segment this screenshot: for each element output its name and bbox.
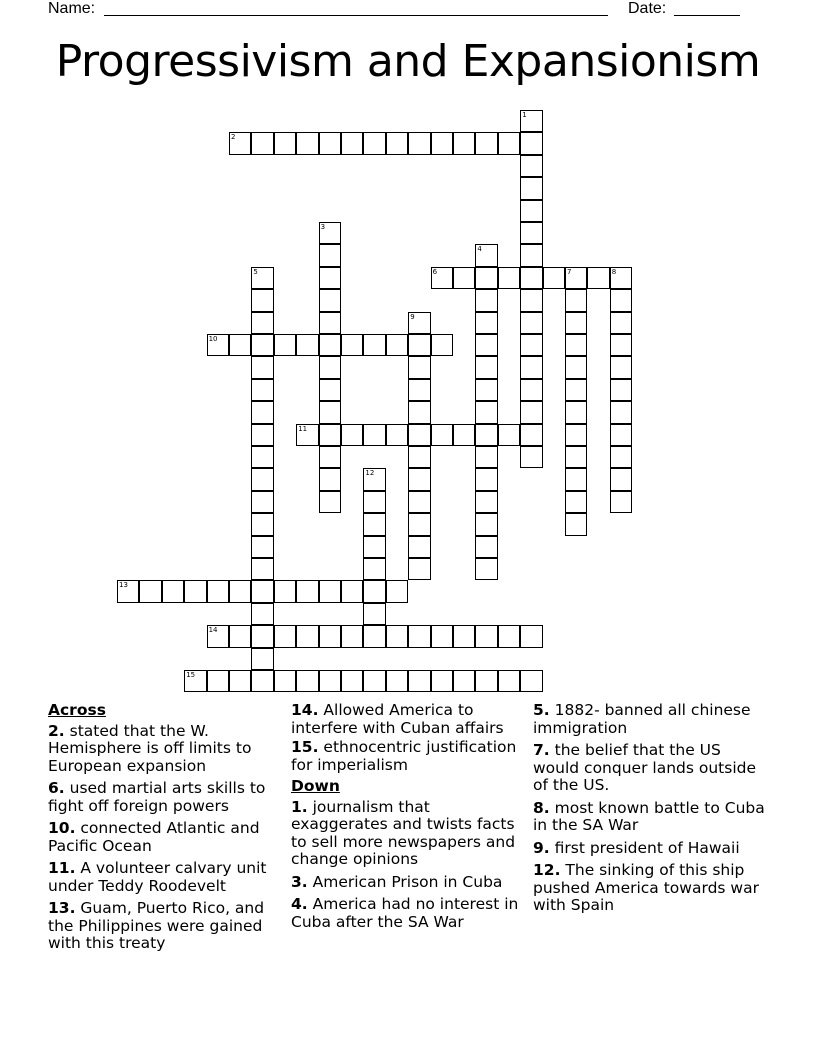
down-heading: Down bbox=[291, 777, 340, 795]
grid-cell[interactable] bbox=[408, 491, 430, 513]
grid-cell[interactable] bbox=[251, 603, 273, 625]
clue-down-8 bbox=[533, 800, 769, 835]
grid-cell[interactable] bbox=[520, 155, 542, 177]
grid-cell[interactable] bbox=[520, 670, 542, 692]
grid-cell[interactable] bbox=[363, 625, 385, 647]
grid-cell[interactable] bbox=[363, 670, 385, 692]
grid-cell[interactable] bbox=[229, 334, 251, 356]
grid-cell[interactable] bbox=[229, 670, 251, 692]
grid-cell[interactable] bbox=[475, 558, 497, 580]
grid-cell[interactable] bbox=[251, 625, 273, 647]
grid-cell[interactable] bbox=[408, 513, 430, 535]
grid-cell[interactable] bbox=[251, 491, 273, 513]
grid-cell[interactable] bbox=[319, 267, 341, 289]
date-label: Date: bbox=[628, 0, 667, 17]
grid-cell[interactable] bbox=[565, 379, 587, 401]
grid-cell[interactable] bbox=[251, 356, 273, 378]
grid-cell[interactable] bbox=[251, 312, 273, 334]
grid-cell[interactable] bbox=[251, 513, 273, 535]
grid-cell[interactable] bbox=[229, 625, 251, 647]
grid-cell[interactable] bbox=[274, 334, 296, 356]
grid-cell[interactable] bbox=[520, 267, 542, 289]
grid-cell[interactable] bbox=[565, 468, 587, 490]
clue-text: ethnocentric justification for imperialism bbox=[291, 738, 517, 774]
grid-cell[interactable] bbox=[408, 312, 430, 334]
clue-number: 9. bbox=[533, 838, 550, 857]
grid-cell[interactable] bbox=[319, 491, 341, 513]
grid-cell[interactable] bbox=[475, 424, 497, 446]
grid-cell[interactable] bbox=[475, 244, 497, 266]
grid-cell[interactable] bbox=[251, 648, 273, 670]
grid-cell[interactable] bbox=[565, 356, 587, 378]
clue-text: 1882- banned all chinese immigration bbox=[533, 701, 751, 737]
grid-cell[interactable] bbox=[251, 379, 273, 401]
grid-cell[interactable] bbox=[408, 401, 430, 423]
grid-cell[interactable] bbox=[610, 491, 632, 513]
clue-across-11 bbox=[48, 860, 274, 895]
grid-cell[interactable] bbox=[319, 379, 341, 401]
clue-number-label: 1 bbox=[522, 111, 527, 119]
grid-cell[interactable] bbox=[610, 446, 632, 468]
grid-cell[interactable] bbox=[610, 379, 632, 401]
grid-cell[interactable] bbox=[475, 468, 497, 490]
grid-cell[interactable] bbox=[274, 625, 296, 647]
grid-cell[interactable] bbox=[475, 513, 497, 535]
grid-cell[interactable] bbox=[475, 312, 497, 334]
grid-cell[interactable] bbox=[610, 289, 632, 311]
clue-number: 5. bbox=[533, 701, 550, 719]
grid-cell[interactable] bbox=[408, 424, 430, 446]
clue-number: 1. bbox=[291, 797, 308, 816]
grid-cell[interactable] bbox=[319, 625, 341, 647]
grid-cell[interactable] bbox=[475, 289, 497, 311]
grid-cell[interactable] bbox=[520, 222, 542, 244]
grid-cell[interactable] bbox=[565, 289, 587, 311]
grid-cell[interactable] bbox=[363, 558, 385, 580]
grid-cell[interactable] bbox=[431, 132, 453, 154]
clue-down-12 bbox=[533, 862, 769, 915]
grid-cell[interactable] bbox=[251, 670, 273, 692]
clue-across-10 bbox=[48, 820, 274, 855]
grid-cell[interactable] bbox=[363, 334, 385, 356]
clue-across-14 bbox=[291, 702, 523, 737]
grid-cell[interactable] bbox=[251, 580, 273, 602]
grid-cell[interactable] bbox=[207, 334, 229, 356]
grid-cell[interactable] bbox=[408, 670, 430, 692]
grid-cell[interactable] bbox=[475, 670, 497, 692]
grid-cell[interactable] bbox=[408, 468, 430, 490]
clue-text: America had no interest in Cuba after the SA War bbox=[291, 895, 519, 931]
clue-text: Allowed America to interfere with Cuban affairs bbox=[291, 701, 504, 737]
clue-number: 7. bbox=[533, 741, 550, 759]
clue-number-label: 9 bbox=[410, 312, 415, 321]
grid-cell[interactable] bbox=[251, 401, 273, 423]
clue-number-label: 4 bbox=[477, 245, 482, 254]
grid-cell[interactable] bbox=[296, 625, 318, 647]
clue-number-label: 7 bbox=[567, 267, 572, 276]
grid-cell[interactable] bbox=[610, 424, 632, 446]
clue-across-2 bbox=[48, 723, 274, 776]
clue-text: A volunteer calvary unit under Teddy Roodevelt bbox=[48, 859, 267, 895]
clue-text: stated that the W. Hemisphere is off limits to European expansion bbox=[48, 721, 252, 775]
clue-number: 8. bbox=[533, 798, 550, 817]
grid-cell[interactable] bbox=[453, 670, 475, 692]
grid-cell[interactable] bbox=[386, 580, 408, 602]
grid-cell[interactable] bbox=[296, 334, 318, 356]
name-label: Name: bbox=[48, 0, 96, 17]
clues-column-1 bbox=[48, 702, 274, 958]
grid-cell[interactable] bbox=[251, 424, 273, 446]
grid-cell[interactable] bbox=[408, 536, 430, 558]
grid-cell[interactable] bbox=[319, 289, 341, 311]
grid-cell[interactable] bbox=[363, 513, 385, 535]
grid-cell[interactable] bbox=[520, 424, 542, 446]
grid-cell[interactable] bbox=[520, 244, 542, 266]
grid-cell[interactable] bbox=[475, 267, 497, 289]
grid-cell[interactable] bbox=[475, 491, 497, 513]
grid-cell[interactable] bbox=[296, 670, 318, 692]
grid-cell[interactable] bbox=[565, 267, 587, 289]
clue-number-label: 15 bbox=[186, 671, 196, 679]
clue-number-label: 13 bbox=[119, 581, 128, 590]
clue-down-5 bbox=[533, 702, 769, 737]
clue-text: journalism that exaggerates and twists facts to sell more newspapers and change opinions bbox=[291, 797, 516, 868]
grid-cell[interactable] bbox=[319, 334, 341, 356]
grid-cell[interactable] bbox=[431, 424, 453, 446]
grid-cell[interactable] bbox=[319, 468, 341, 490]
grid-cell[interactable] bbox=[520, 446, 542, 468]
grid-cell[interactable] bbox=[520, 401, 542, 423]
grid-cell[interactable] bbox=[251, 536, 273, 558]
grid-cell[interactable] bbox=[475, 356, 497, 378]
clue-text: most known battle to Cuba in the SA War bbox=[533, 798, 765, 834]
grid-cell[interactable] bbox=[341, 334, 363, 356]
grid-cell[interactable] bbox=[520, 177, 542, 199]
clue-number-label: 5 bbox=[253, 267, 258, 276]
grid-cell[interactable] bbox=[184, 670, 206, 692]
grid-cell[interactable] bbox=[475, 625, 497, 647]
grid-cell[interactable] bbox=[431, 670, 453, 692]
grid-cell[interactable] bbox=[251, 334, 273, 356]
grid-cell[interactable] bbox=[319, 446, 341, 468]
grid-cell[interactable] bbox=[341, 424, 363, 446]
grid-cell[interactable] bbox=[498, 424, 520, 446]
grid-cell[interactable] bbox=[207, 625, 229, 647]
grid-cell[interactable] bbox=[296, 580, 318, 602]
grid-cell[interactable] bbox=[453, 267, 475, 289]
grid-cell[interactable] bbox=[386, 132, 408, 154]
clue-number-label: 8 bbox=[611, 267, 617, 276]
grid-cell[interactable] bbox=[319, 244, 341, 266]
page-title: Progressivism and Expansionism bbox=[55, 36, 761, 87]
clue-text: first president of Hawaii bbox=[554, 838, 740, 857]
grid-cell[interactable] bbox=[341, 580, 363, 602]
clue-number: 14. bbox=[291, 701, 319, 719]
grid-cell[interactable] bbox=[319, 132, 341, 154]
grid-cell[interactable] bbox=[475, 446, 497, 468]
grid-cell[interactable] bbox=[162, 580, 184, 602]
clue-number-label: 3 bbox=[320, 223, 326, 231]
grid-cell[interactable] bbox=[341, 132, 363, 154]
grid-cell[interactable] bbox=[587, 267, 609, 289]
grid-cell[interactable] bbox=[610, 312, 632, 334]
grid-cell[interactable] bbox=[475, 334, 497, 356]
grid-cell[interactable] bbox=[274, 580, 296, 602]
grid-cell[interactable] bbox=[274, 132, 296, 154]
grid-cell[interactable] bbox=[431, 334, 453, 356]
grid-cell[interactable] bbox=[207, 670, 229, 692]
grid-cell[interactable] bbox=[565, 424, 587, 446]
grid-cell[interactable] bbox=[565, 513, 587, 535]
clue-text: used martial arts skills to fight off foreign powers bbox=[48, 779, 266, 815]
grid-cell[interactable] bbox=[453, 625, 475, 647]
clue-down-7 bbox=[533, 742, 769, 795]
grid-cell[interactable] bbox=[498, 625, 520, 647]
grid-cell[interactable] bbox=[363, 603, 385, 625]
grid-cell[interactable] bbox=[610, 468, 632, 490]
grid-cell[interactable] bbox=[610, 267, 632, 289]
across-heading: Across bbox=[48, 701, 106, 719]
grid-cell[interactable] bbox=[520, 110, 542, 132]
grid-cell[interactable] bbox=[341, 670, 363, 692]
grid-cell[interactable] bbox=[408, 132, 430, 154]
clues-column-3 bbox=[533, 702, 769, 920]
grid-cell[interactable] bbox=[498, 132, 520, 154]
grid-cell[interactable] bbox=[431, 267, 453, 289]
grid-cell[interactable] bbox=[251, 558, 273, 580]
grid-cell[interactable] bbox=[117, 580, 139, 602]
grid-cell[interactable] bbox=[475, 401, 497, 423]
clue-across-13 bbox=[48, 900, 274, 953]
grid-cell[interactable] bbox=[565, 401, 587, 423]
grid-cell[interactable] bbox=[229, 132, 251, 154]
grid-cell[interactable] bbox=[520, 625, 542, 647]
clue-number: 15. bbox=[291, 738, 319, 756]
grid-cell[interactable] bbox=[296, 132, 318, 154]
grid-cell[interactable] bbox=[274, 670, 296, 692]
clue-number-label: 12 bbox=[365, 469, 375, 478]
clue-number: 4. bbox=[291, 895, 308, 913]
grid-cell[interactable] bbox=[408, 334, 430, 356]
grid-cell[interactable] bbox=[363, 536, 385, 558]
grid-cell[interactable] bbox=[610, 401, 632, 423]
grid-cell[interactable] bbox=[319, 312, 341, 334]
clue-number: 2. bbox=[48, 721, 65, 740]
clue-across-6 bbox=[48, 780, 274, 815]
grid-cell[interactable] bbox=[498, 267, 520, 289]
clue-number: 11. bbox=[48, 859, 76, 877]
grid-cell[interactable] bbox=[319, 580, 341, 602]
grid-cell[interactable] bbox=[386, 334, 408, 356]
grid-cell[interactable] bbox=[475, 536, 497, 558]
grid-cell[interactable] bbox=[319, 222, 341, 244]
grid-cell[interactable] bbox=[475, 132, 497, 154]
grid-cell[interactable] bbox=[319, 356, 341, 378]
clue-number-label: 6 bbox=[432, 267, 438, 276]
grid-cell[interactable] bbox=[431, 625, 453, 647]
clue-down-3 bbox=[291, 874, 523, 892]
grid-cell[interactable] bbox=[207, 580, 229, 602]
grid-cell[interactable] bbox=[610, 356, 632, 378]
grid-cell[interactable] bbox=[341, 625, 363, 647]
grid-cell[interactable] bbox=[363, 424, 385, 446]
grid-cell[interactable] bbox=[251, 132, 273, 154]
grid-cell[interactable] bbox=[319, 401, 341, 423]
grid-cell[interactable] bbox=[610, 334, 632, 356]
clue-down-1 bbox=[291, 799, 523, 869]
grid-cell[interactable] bbox=[520, 132, 542, 154]
grid-cell[interactable] bbox=[565, 491, 587, 513]
clue-number-label: 2 bbox=[231, 133, 236, 142]
clue-number: 10. bbox=[48, 819, 76, 837]
grid-cell[interactable] bbox=[251, 468, 273, 490]
clue-number: 3. bbox=[291, 872, 308, 891]
clue-text: American Prison in Cuba bbox=[312, 872, 503, 891]
clue-text: connected Atlantic and Pacific Ocean bbox=[48, 819, 260, 855]
clue-number-label: 14 bbox=[208, 626, 218, 635]
grid-cell[interactable] bbox=[498, 670, 520, 692]
grid-cell[interactable] bbox=[363, 580, 385, 602]
clue-down-4 bbox=[291, 896, 523, 931]
grid-cell[interactable] bbox=[363, 132, 385, 154]
grid-cell[interactable] bbox=[453, 424, 475, 446]
grid-cell[interactable] bbox=[184, 580, 206, 602]
clue-number-label: 10 bbox=[208, 335, 218, 343]
grid-cell[interactable] bbox=[565, 334, 587, 356]
clue-number: 6. bbox=[48, 779, 65, 797]
grid-cell[interactable] bbox=[475, 379, 497, 401]
grid-cell[interactable] bbox=[251, 289, 273, 311]
clue-number: 13. bbox=[48, 899, 76, 917]
clue-down-9 bbox=[533, 840, 769, 858]
clue-number: 12. bbox=[533, 861, 561, 879]
grid-cell[interactable] bbox=[408, 379, 430, 401]
grid-cell[interactable] bbox=[408, 625, 430, 647]
grid-cell[interactable] bbox=[520, 289, 542, 311]
clues-column-2 bbox=[291, 702, 523, 936]
grid-cell[interactable] bbox=[296, 424, 318, 446]
grid-cell[interactable] bbox=[565, 446, 587, 468]
grid-cell[interactable] bbox=[386, 670, 408, 692]
grid-cell[interactable] bbox=[319, 424, 341, 446]
grid-cell[interactable] bbox=[520, 379, 542, 401]
grid-cell[interactable] bbox=[363, 491, 385, 513]
clue-across-15 bbox=[291, 739, 523, 774]
grid-cell[interactable] bbox=[319, 670, 341, 692]
clue-text: The sinking of this ship pushed America towards war with Spain bbox=[533, 861, 759, 914]
clue-number-label: 11 bbox=[298, 424, 308, 433]
clue-text: Guam, Puerto Rico, and the Philippines were gained with this treaty bbox=[48, 899, 265, 952]
grid-cell[interactable] bbox=[229, 580, 251, 602]
grid-cell[interactable] bbox=[386, 625, 408, 647]
grid-cell[interactable] bbox=[139, 580, 161, 602]
grid-cell[interactable] bbox=[543, 267, 565, 289]
grid-cell[interactable] bbox=[408, 446, 430, 468]
clue-text: the belief that the US would conquer lands outside of the US. bbox=[533, 741, 756, 794]
grid-cell[interactable] bbox=[408, 356, 430, 378]
grid-cell[interactable] bbox=[520, 312, 542, 334]
grid-cell[interactable] bbox=[453, 132, 475, 154]
grid-cell[interactable] bbox=[251, 267, 273, 289]
grid-cell[interactable] bbox=[520, 356, 542, 378]
grid-cell[interactable] bbox=[520, 200, 542, 222]
grid-cell[interactable] bbox=[520, 334, 542, 356]
grid-cell[interactable] bbox=[565, 312, 587, 334]
grid-cell[interactable] bbox=[363, 468, 385, 490]
grid-cell[interactable] bbox=[251, 446, 273, 468]
grid-cell[interactable] bbox=[386, 424, 408, 446]
grid-cell[interactable] bbox=[408, 558, 430, 580]
